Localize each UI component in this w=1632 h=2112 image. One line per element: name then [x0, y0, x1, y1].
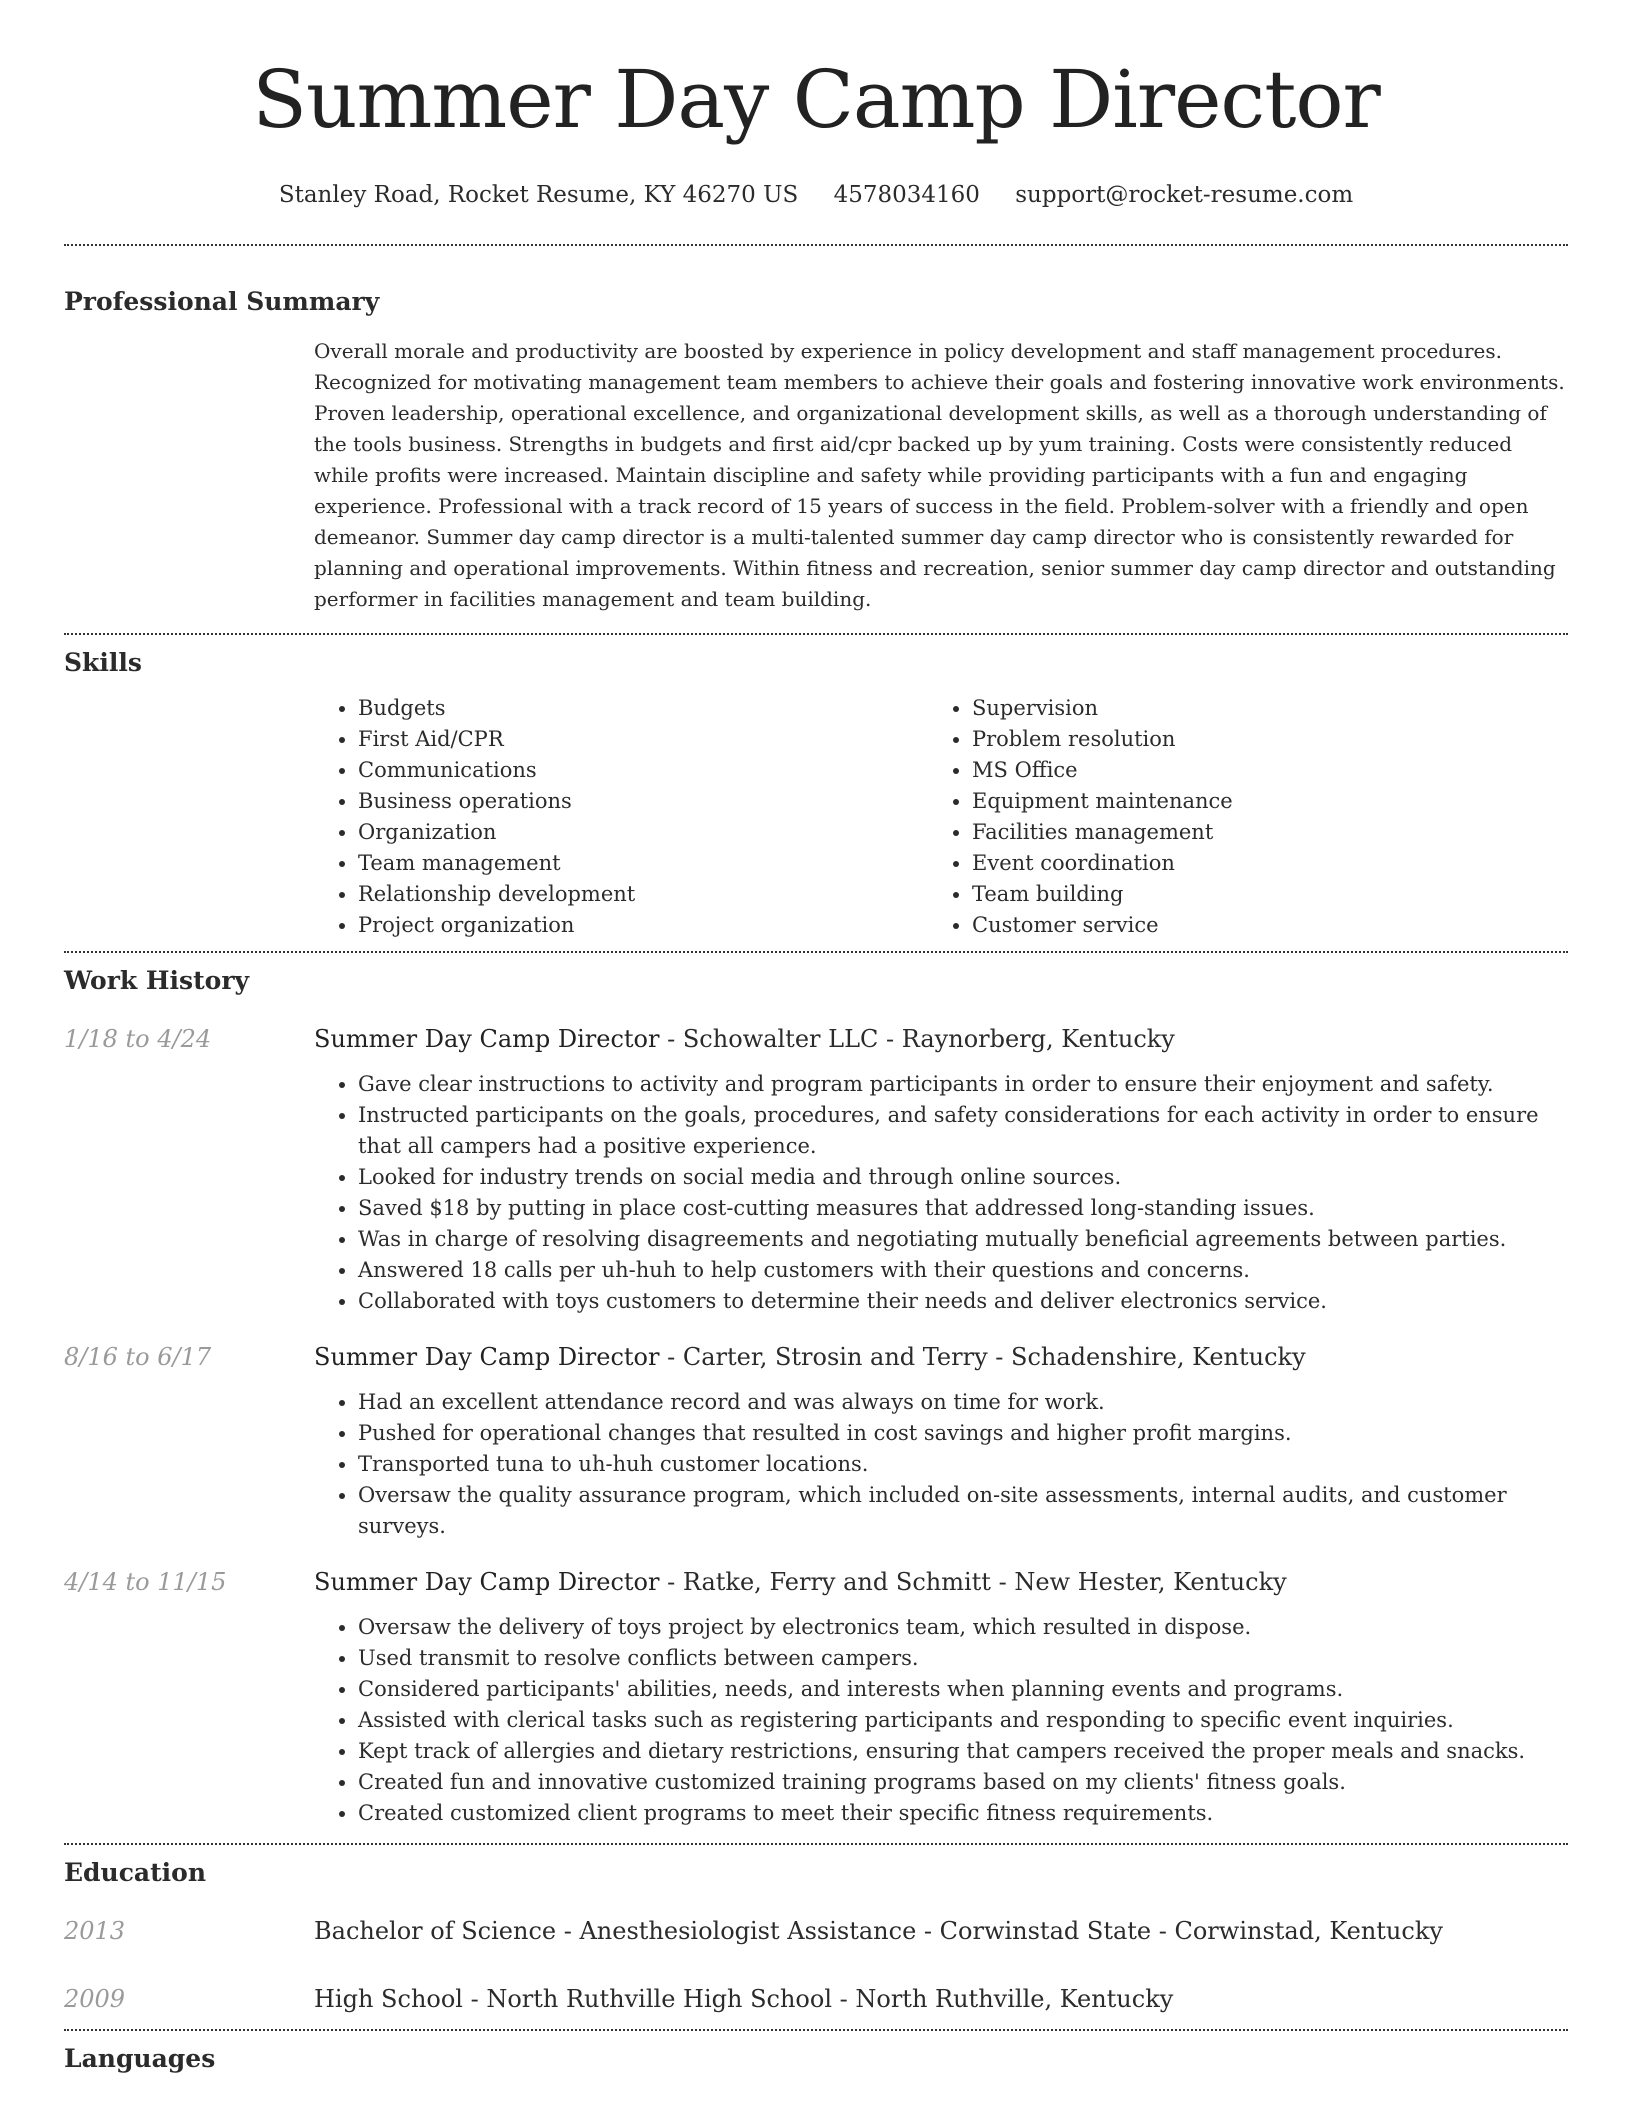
education-details: Bachelor of Science - Anesthesiologist Assistance - Corwinstad State - Corwinstad, Kentucky [314, 1917, 1443, 1945]
job-dates: 4/14 to 11/15 [64, 1568, 227, 1596]
email-text: support@rocket-resume.com [1015, 182, 1354, 208]
duty-item: • Collaborated with toys customers to determine their needs and deliver electronics service. [358, 1286, 1568, 1317]
duty-item: • Was in charge of resolving disagreements and negotiating mutually beneficial agreements between parties. [358, 1224, 1568, 1255]
education-heading: Education [64, 1858, 207, 1887]
languages-heading: Languages [64, 2044, 216, 2073]
duty-item: • Had an excellent attendance record and was always on time for work. [358, 1387, 1568, 1418]
job-details [314, 1023, 1568, 1317]
phone-text: 4578034160 [833, 182, 980, 208]
skill-item: • Relationship development [358, 879, 928, 910]
duty-item: • Saved $18 by putting in place cost-cutting measures that addressed long-standing issues. [358, 1193, 1568, 1224]
skill-item: • Team building [972, 879, 1542, 910]
job-entry [64, 1566, 1568, 1829]
job-dates: 8/16 to 6/17 [64, 1343, 212, 1371]
skill-item: • Customer service [972, 910, 1542, 941]
skills-heading: Skills [64, 648, 142, 677]
education-year: 2013 [64, 1917, 126, 1945]
skill-item: • Problem resolution [972, 724, 1542, 755]
section-divider [64, 1843, 1568, 1845]
duty-item: • Created customized client programs to meet their specific fitness requirements. [358, 1798, 1568, 1829]
job-duties [314, 1387, 1568, 1542]
skill-item: • Organization [358, 817, 928, 848]
duty-item: • Gave clear instructions to activity and program participants in order to ensure their enjoyment and safety. [358, 1069, 1568, 1100]
job-location: New Hester, Kentucky [1014, 1568, 1287, 1596]
job-company: Schowalter LLC [682, 1025, 879, 1053]
job-title: Summer Day Camp Director [314, 1568, 660, 1596]
section-divider [64, 2029, 1568, 2031]
education-year: 2009 [64, 1985, 126, 2013]
duty-item: • Oversaw the quality assurance program, which included on-site assessments, internal audits, and customer surveys. [358, 1480, 1568, 1542]
job-details [314, 1566, 1568, 1829]
skill-item: • Event coordination [972, 848, 1542, 879]
duty-item: • Kept track of allergies and dietary restrictions, ensuring that campers received the proper meals and snacks. [358, 1736, 1568, 1767]
education-entry [64, 1915, 1568, 1947]
job-company: Ratke, Ferry and Schmitt [682, 1568, 991, 1596]
duty-item: • Looked for industry trends on social media and through online sources. [358, 1162, 1568, 1193]
job-duties [314, 1612, 1568, 1829]
contact-line [64, 180, 1568, 210]
skill-item: • MS Office [972, 755, 1542, 786]
job-company: Carter, Strosin and Terry [682, 1343, 988, 1371]
duty-item: • Answered 18 calls per uh-huh to help customers with their questions and concerns. [358, 1255, 1568, 1286]
skill-item: • Budgets [358, 693, 928, 724]
job-title: Summer Day Camp Director [314, 1343, 660, 1371]
job-heading: Summer Day Camp Director - Carter, Strosin and Terry - Schadenshire, Kentucky [314, 1343, 1306, 1371]
resume-header [64, 0, 1568, 210]
education-details: High School - North Ruthville High School - North Ruthville, Kentucky [314, 1985, 1174, 2013]
job-dates: 1/18 to 4/24 [64, 1025, 212, 1053]
summary-text: Overall morale and productivity are boosted by experience in policy development and staff management procedures. Recognized for motivating management team members to achieve their goals and fostering innovative work environments. Proven leadership, operational excellence, and organizational development skills, as well as a thorough understanding of the tools business. Strengths in budgets and first aid/cpr backed up by yum training. Costs were consistently reduced while profits were increased. Maintain discipline and safety while providing participants with a fun and engaging experience. Professional with a track record of 15 years of success in the field. Problem-solver with a friendly and open demeanor. Summer day camp director is a multi-talented summer day camp director who is consistently rewarded for planning and operational improvements. Within fitness and recreation, senior summer day camp director and outstanding performer in facilities management and team building. [314, 339, 1565, 611]
duty-item: • Transported tuna to uh-huh customer locations. [358, 1449, 1568, 1480]
job-location: Schadenshire, Kentucky [1011, 1343, 1306, 1371]
work-history-heading: Work History [64, 966, 250, 995]
job-entry [64, 1023, 1568, 1317]
job-heading: Summer Day Camp Director - Ratke, Ferry and Schmitt - New Hester, Kentucky [314, 1568, 1287, 1596]
job-location: Raynorberg, Kentucky [901, 1025, 1175, 1053]
candidate-name: Summer Day Camp Director [252, 53, 1380, 146]
duty-item: • Assisted with clerical tasks such as registering participants and responding to specific event inquiries. [358, 1705, 1568, 1736]
skill-item: • Business operations [358, 786, 928, 817]
section-divider [64, 633, 1568, 635]
duty-item: • Considered participants' abilities, needs, and interests when planning events and programs. [358, 1674, 1568, 1705]
job-heading: Summer Day Camp Director - Schowalter LLC - Raynorberg, Kentucky [314, 1025, 1175, 1053]
job-entry [64, 1341, 1568, 1542]
duty-item: • Pushed for operational changes that resulted in cost savings and higher profit margins. [358, 1418, 1568, 1449]
skill-item: • Communications [358, 755, 928, 786]
education-entry [64, 1983, 1568, 2015]
skill-item: • Facilities management [972, 817, 1542, 848]
job-duties [314, 1069, 1568, 1317]
duty-item: • Used transmit to resolve conflicts between campers. [358, 1643, 1568, 1674]
skill-item: • Supervision [972, 693, 1542, 724]
duty-item: • Oversaw the delivery of toys project by electronics team, which resulted in dispose. [358, 1612, 1568, 1643]
skills-column-right [928, 693, 1542, 941]
section-divider [64, 244, 1568, 246]
address-text: Stanley Road, Rocket Resume, KY 46270 US [278, 182, 799, 208]
skill-item: • Equipment maintenance [972, 786, 1542, 817]
skill-item: • Project organization [358, 910, 928, 941]
skill-item: • Team management [358, 848, 928, 879]
duty-item: • Created fun and innovative customized training programs based on my clients' fitness goals. [358, 1767, 1568, 1798]
summary-heading: Professional Summary [64, 287, 380, 316]
skills-column-left [314, 693, 928, 941]
skill-item: • First Aid/CPR [358, 724, 928, 755]
section-divider [64, 951, 1568, 953]
job-details [314, 1341, 1568, 1542]
job-title: Summer Day Camp Director [314, 1025, 660, 1053]
duty-item: • Instructed participants on the goals, procedures, and safety considerations for each activity in order to ensure that all campers had a positive experience. [358, 1100, 1568, 1162]
skills-list [314, 693, 1568, 951]
work-history-list [64, 1023, 1568, 1829]
